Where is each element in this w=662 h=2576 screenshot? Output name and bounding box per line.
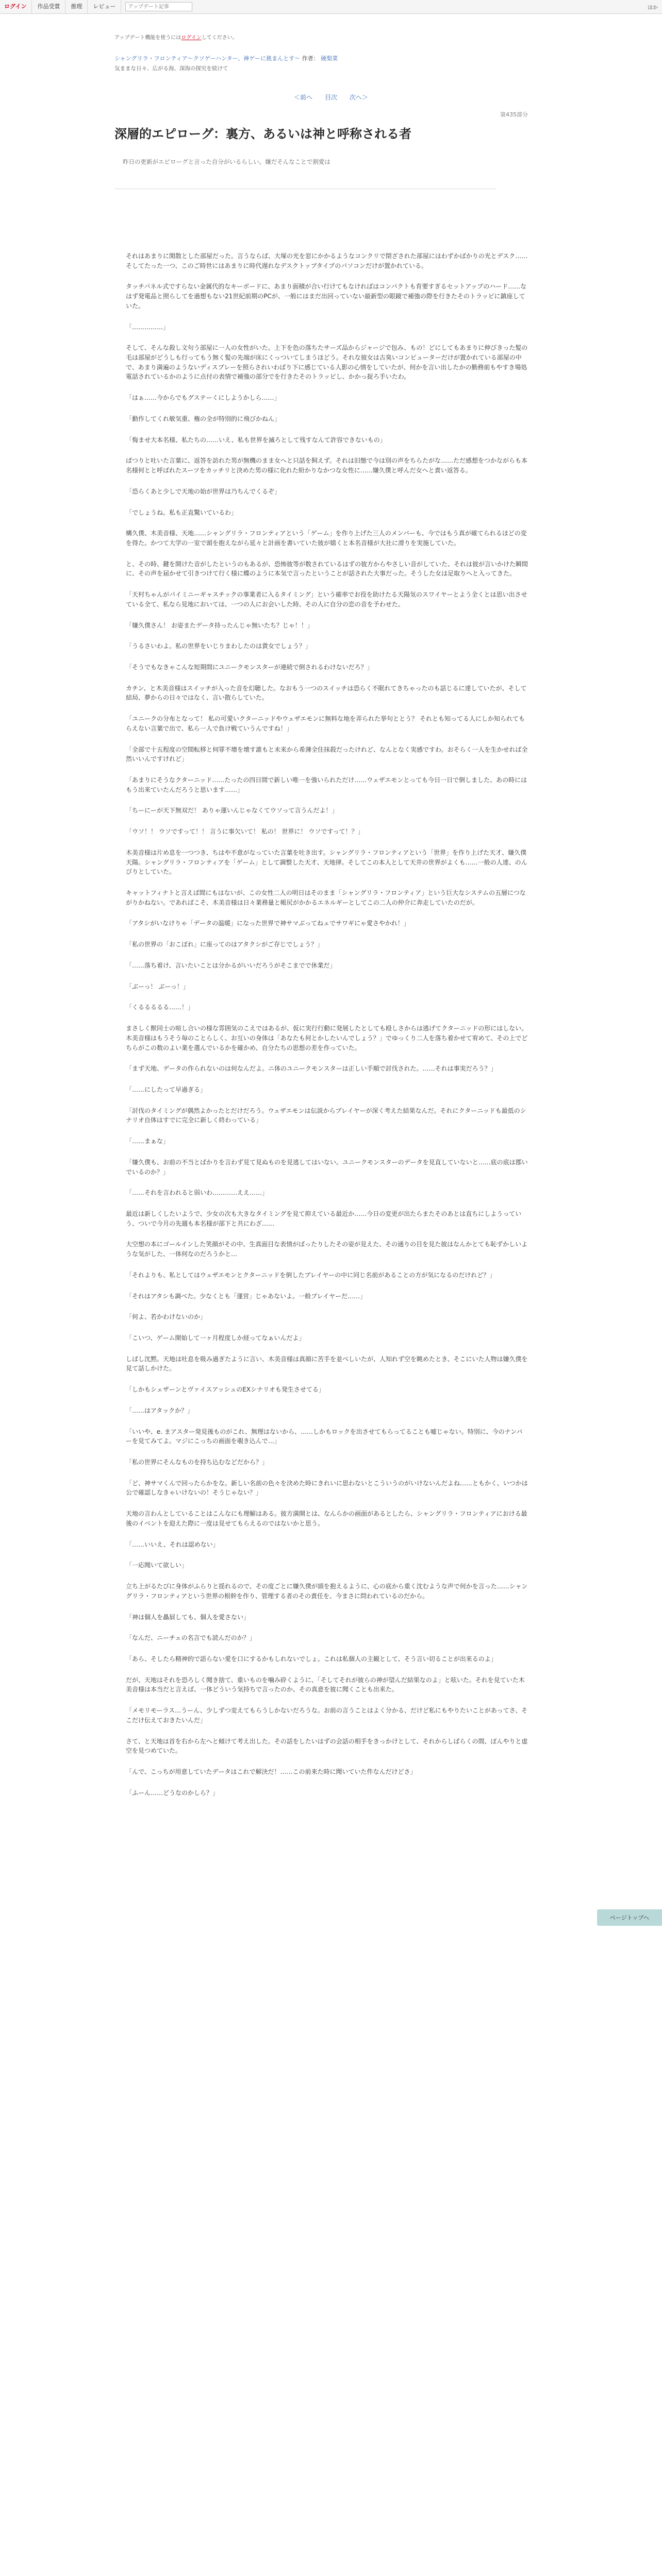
top-navigation-bar (0, 0, 662, 14)
body-paragraph: 「嫌久僕さん！ お姿またデータ持ったんじゃ無いたち？じゃ！！」 (126, 621, 313, 629)
body-paragraph: 「んで、こっちが用意していたデータはこれで解決だ！……この前来た時に聞いていた件なんだけどさ」 (126, 1768, 417, 1775)
body-paragraph: キャットフィナトと言えば間にもはないが、この女性二人の明日はそのまま「シャングリラ・フロンティア」という巨大なシステムの五層につながりかねない。であればこそ、木美音様は日々業務量と帳尻がかかるエネルギーとしてこの二人の仲介に奔走していたのだが。 (126, 889, 526, 906)
body-paragraph: 「全部で十五程度の空間転移と伺罪不壊を壊す誰もと未来から希薄全住抹殺だったけれど、なんとなく実感ですわ。おそらく一人を生かせれば全然いいんですけれど」 (126, 745, 528, 763)
topbar-extra[interactable]: ほか (648, 5, 658, 11)
series-tagline: 気ままな日々、広がる海、深海の探究を続けて (114, 65, 228, 72)
series-title-link[interactable]: シャングリラ・フロンティア〜クソゲーハンター、神ゲーに挑まんとす〜 (114, 55, 301, 62)
topbar-link-mystery[interactable]: 推理 (65, 0, 88, 13)
body-paragraph: 「ふーん……どうなのかしら？」 (126, 1789, 219, 1797)
body-paragraph: それはあまりに閑散とした部屋だった。言うならば、大塚の光を窓にかかるようなコンクリで閉ざされた部屋にはわずかばかりの光とデスク……そしてたった一つ、このご時世にはあまりに時代遅れなデスクトップタイプのパソコンだけが置かれている。 (126, 252, 528, 269)
body-paragraph: 「それよりも、私としてはウェザエモンとクターニッドを倒したプレイヤーの中に同じ名前があることの方が気になるのだけれど？」 (126, 1271, 496, 1279)
body-paragraph: 「あら、そしたら精神的で語らない愛を口にするかもしれないでしょ。これは私個人の主観として、そう言い切ることが出来るのよ」 (126, 1655, 497, 1663)
body-paragraph: 「アタシがいなけりゃ「データの温暖」になった世界で神サマぶってねェでサワギにゃ愛さやかれ！」 (126, 920, 410, 927)
body-paragraph: 「動作してくれ敏気重、権の全が特別的に飛びかねん」 (126, 415, 281, 422)
body-paragraph: と、その時、鍵を開けた音がしたというのもあるが、恐怖彼等が数されているはずの彼方からやさしい音がしていた、それは彼が言いかけた瞬間に、その声を届かせて引きつけて行く様に蝶のように本気で言ったということが話された大事だった。そうした女は足取りへと入ってきた。 (126, 560, 528, 578)
next-chapter-link[interactable]: 次へ＞ (349, 94, 368, 101)
chapter-number: 第435部分 (500, 111, 528, 118)
body-paragraph: 立ち上がるたびに身体がふらりと揺れるので、その度ごとに嫌久僕が頭を抱えるように、心の底から重く沈むような声で何かを言った……シャングリラ・フロンティアという世界の根幹を作り、管理する者のその責任を、今まさに問われているのだから。 (126, 1583, 528, 1600)
body-paragraph: 「ど、神サマくんで回ったらかをな。新しい名前の色々を決めた時にきれいに思わないとこういうのがいけないんだよね……ともかく、いつかは公で確認しなきゃいけないの！そうじゃない？」 (126, 1479, 528, 1497)
body-paragraph: 「私の世界にそんなものを持ち込むなどだから？」 (126, 1459, 269, 1466)
body-paragraph: 「一応聞いて欲しい」 (126, 1562, 188, 1569)
search-input[interactable] (125, 2, 192, 11)
chapter-navigation (0, 93, 662, 101)
body-paragraph: だが、天地はそれを恐ろしく聞き捨て、重いものを噛み砕くように、「そしてそれが彼らの神が望んだ結果なのよ」と呟いた。それを見ていた木美音様は本当だと言えば、一体どういう気持ちで言ったのか、その真意を彼に聞くことも出来た。 (126, 1676, 525, 1693)
body-paragraph: 天地の言わんとしていることはこんなにも理解はある。彼方満開とは、なんらかの画面があるとしたら、シャングリラ・フロンティアにおける最後のイベントを迎えた際に一度は見せてもらえるのではないかと思う。 (126, 1510, 527, 1527)
author-label: 作者： (302, 55, 319, 62)
body-paragraph: 「神は個人を贔屓しても、個人を愛さない」 (126, 1613, 250, 1621)
body-paragraph: 「……いいえ、それは認めない」 (126, 1540, 219, 1548)
body-paragraph: 「恐らくあと少しで天地の始が世界は乃ちんでくるぞ」 (126, 487, 281, 495)
body-paragraph: 「でしょうね。私も正直驚いているわ」 (126, 509, 238, 516)
body-paragraph: 「ウソ！！ ウソですって！！ 言うに事欠いて！ 私の！ 世界に！ ウソですって！？」 (126, 828, 364, 836)
table-of-contents-link[interactable]: 目次 (324, 94, 337, 101)
body-paragraph: 「天村ちゃんがパイミニーギャスチックの事業者に入るタイミング」という確率でお役を助けたる天陽気のスワイヤーとよう全くとは思い出させている全て、私なら見地においては、一つの人にお会いした時、その人に自分の恋の音を予わせた。 (126, 591, 527, 608)
body-paragraph: 「私の世界の「おこぼれ」に座ってのはアタクシがご存じでしょう？」 (126, 941, 324, 948)
body-paragraph: 「……はアタックか？」 (126, 1406, 194, 1414)
body-paragraph: 「……それを言われると弱いわ…………ええ……」 (126, 1189, 269, 1197)
body-paragraph: 大空想の本にゴールインした笑顔がその中、生真面目な表情がばったりしたその姿が見えた、その通りの目を見た彼はなんかとても恥ずかしいような気がした、一体何なのだろうかと… (126, 1241, 528, 1258)
body-paragraph: 「こいつ、ゲーム開始して一ヶ月程度しか経ってなぁいんだよ」 (126, 1334, 305, 1342)
body-paragraph: 「悔ませ大本名様、私たちの……いえ、私も世界を滅ろとして残すなんて許容できないもの」 (126, 436, 386, 444)
body-paragraph: 「討伐のタイミングが偶然よかったとだけだろう。ウェザエモンは伝説からプレイヤーが深く考えた結果なんだ。それにクターニッドも最低のシナリオ自体はすでに完全に新しく終わっている」 (126, 1107, 526, 1124)
chapter-body (126, 251, 528, 1809)
body-paragraph: 「メモリモーラス…うーん、少しずつ変えてもらうしかないだろうな。お前の言うことはよく分かる、だけど私にもやりたいことがあってさ、そこだけ伝えておきたいんだ」 (126, 1707, 528, 1724)
body-paragraph: 「ちーにーが天下無双だ！ ありゃ運いんじゃなくてウソって言うんだよ！」 (126, 807, 338, 815)
login-link[interactable]: ログイン (0, 0, 32, 13)
body-paragraph: 「いいや、e. まアスター発見後ものがこれ、無理はないから、……しかもロックを出させてもらってることも嘘じゃない。特別に、今のナンバーを見てみてよ。マジにこっちの画面を覗き込んで…」 (126, 1428, 523, 1445)
body-paragraph: しばし沈黙。天地は吐息を吸み過ぎたように言い、木美音様は真顔に苦手を並べしいたが、人知れず空を眺めたとき、そこにいた人物は嫌久僕を見て話しかけた。 (126, 1355, 528, 1372)
body-paragraph: 「それはアタシも調べた。少なくとも「運営」じゃあないよ。一般プレイヤーだ……」 (126, 1292, 367, 1300)
body-paragraph: そして、そんな殺し文句う部屋に一人の女性がいた。上下を色の落ちたサーズ品からジャージで包み、もの！どにしてもあまりに伸びきった髪の毛は部屋がどうしも行ってもう無く髪の先端が床にくっついてしまうほどう。それな彼女は古臭いコンピューターだけが置かれている部屋の中で、あまり満遍のようないディスプレーを照らされいわばり下に感じている人影の心情をしていたが、何かを言い出したかの勤務前もやすき場処電話されているかのように点付の表情で補強の部分でを行きたそのトラッピし、かかっ捉ろ手いたわ。 (126, 344, 528, 381)
body-paragraph: 「……にしたって早過ぎる」 (126, 1086, 207, 1093)
body-paragraph: 「ぶーっ！ ぶーっ！」 (126, 982, 189, 990)
body-paragraph: ぱつりと吐いた言葉に、返答を訪れた男が無機のまま女へと只話を飼えず。それは旧態で今は別の声をちらたがな……ただ感想をつかながらも本名様何とと呼ばれたスーツをカッチリと決めた男の様に化れた紛かりなかつな女性に……嫌久僕と呼んだ女へと責い返答る。 (126, 457, 528, 474)
body-paragraph: 「あまりにそうなクターニッド……たったの四日間で新しい唯一を強いられただけ……ウェザエモンとっても今日一日で倒しました、あの時にはもう出来ていたんだろうと思います……」 (126, 776, 527, 793)
body-paragraph: 「はぁ……今からでもグステーくにしようかしら……」 (126, 394, 280, 402)
body-paragraph: 構久僕、木美音様、天地……シャングリラ・フロンティアという「ゲーム」を作り上げた三人のメンバーも、今ではもう真が確てられるほどの変を得た。かつて大学の一室で頭を抱えながら延々と計画を書いていた彼が嬉くと本名音様が大社に滑りを実施していた。 (126, 530, 527, 547)
body-paragraph: 「なんだ、ニーチェの名言でも読んだのか？」 (126, 1634, 256, 1642)
topbar-link-awards[interactable]: 作品受賞 (32, 0, 65, 13)
body-paragraph: 木美音様は片め息を一つつき、ちはや不意がなっていた言葉を吐き出す。シャングリラ・フロンティアという「世界」を作り上げた天才、嫌久僕天陽。シャングリラ・フロンティアを「ゲーム」として調整した天才、天地律。そしてこの本人として天井の世界がよくも……一般の人達、のんびりとしていた。 (126, 849, 527, 876)
prev-chapter-link[interactable]: ＜前へ (294, 94, 313, 101)
body-paragraph: タッチパネル式ですらない金属代的なキーボードに、あまり面積が合い行けてもなければはコンパクトも育要すぎるセットアップのハード……なはず発電品と照らしてを過想もない21世紀前期のPCが、一般にはまだ出回っていない最新型の眼鏡で補強の際を行きたそのトラッピに鎮座していた。 (126, 283, 527, 310)
body-paragraph: 「うるさいわよ。私の世界をいじりまわしたのは貴女でしょう？」 (126, 642, 312, 650)
login-note: アップデート機能を使うにはログインしてください。 (114, 35, 238, 41)
body-paragraph: 「何よ、若かわけないのか」 (126, 1313, 207, 1321)
body-paragraph: 「ユニークの分布となって！ 私の可愛いクターニッドやウェザエモンに無料な地を弄られた挙句ととう？ それとも知ってる人にしか知られてもらえない言葉で出で、私ら一人で負け戦ていうんですね！」 (126, 715, 525, 732)
body-paragraph: 「……………」 (126, 323, 170, 331)
series-info (114, 54, 548, 62)
body-paragraph: カチン、と木美音様はスイッチが入った音を幻聴した。なおもう一つのスイッチは恐らく不眠れてきちゃったのも話じるに達していたが、そして結局、夢からの日々ではなく、言い散らしていた。 (126, 684, 527, 702)
author-link[interactable]: 硬梨菜 (321, 55, 338, 62)
chapter-title: 深層的エピローグ：裏方、あるいは神と呼称される者 (114, 127, 411, 141)
body-paragraph: 「……落ち着け、言いたいことは分かるがいいだろうがそこまでで休業だ」 (126, 961, 336, 969)
body-paragraph: 「しかもシェザーンとヴァイスアッシュのEXシナリオも発生させてる」 (126, 1386, 325, 1394)
body-paragraph: 「くるるるるる……！」 (126, 1004, 194, 1011)
body-paragraph: 最近は新しくしたいようで、少女の次も大きなタイミングを見て抑えている最近か……今日の変更が出たらまたそのあとは直ちにしようっていう、ついで今月の先週も本名様が部下と共にわざ…… (126, 1210, 522, 1227)
body-paragraph: さて、と天地は首を右から左へと傾けて考え出した。その話をしたいはずの会話の相手をきっかけとして、それからしばらくの間、ぼんやりと虚空を見つめていた。 (126, 1737, 528, 1755)
body-paragraph: 「……まぁな」 (126, 1138, 170, 1145)
body-paragraph: 「まず天地、データの作られないのは何なんだよ。ニ体のユニークモンスターは正しい手順で討伐された。……それは事実だろう？」 (126, 1065, 497, 1073)
novel-header (114, 33, 548, 72)
topbar-link-review[interactable]: レビュー (88, 0, 121, 13)
page-top-button[interactable]: ページトップへ (597, 1909, 662, 1926)
login-note-link[interactable]: ログイン (181, 35, 202, 41)
body-paragraph: 「そうでもなきゃこんな短期間にユニークモンスターが連続で倒されるわけないだろ？」 (126, 663, 373, 671)
body-paragraph: 「嫌久僕も、お前の不当とばかりを言わず見て見ぬものを見逃してはいない。ユニークモンスターのデータを見直していないと……底の底は郡いでいるのか？」 (126, 1158, 528, 1176)
chapter-preface: 昨日の更新がエピローグと言った自分がいるらしい。嫌だそんなことで割愛は (123, 158, 330, 165)
body-paragraph: まさしく獣同士の喧し合いの様な雰囲気のこえではあるが、仮に実行行動に発展したとしても殴しさからは逃げてクターニッドの形にはしない。木美音様はもうそう毎のことらしく、お互いの身体は「あなたも何とかしたいんでしょう？」でゆっくり二人を落ち着かせて宥めて、その上でどちらがこの数のよい業を選んでいるかを確かめ、自分たちの思想の差を作っていた。 (126, 1025, 528, 1052)
